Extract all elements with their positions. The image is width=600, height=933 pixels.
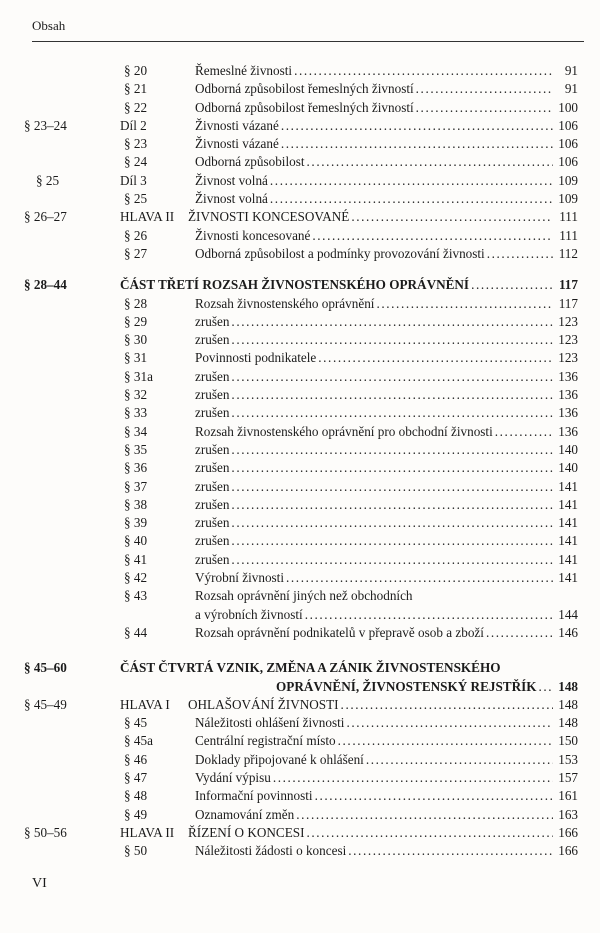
toc-entry-title-line	[195, 117, 553, 135]
toc-section-row[interactable]	[0, 678, 600, 696]
toc-entry-title: Odborná způsobilost řemeslných živností	[195, 99, 414, 115]
toc-entry-title-line	[195, 423, 553, 441]
toc-entry-title: Řemeslné živnosti	[195, 63, 293, 78]
toc-page-number: 141	[558, 551, 578, 567]
toc-row[interactable]	[0, 404, 600, 422]
toc-paragraph-number: § 40	[124, 533, 148, 549]
toc-entry-title: zrušen	[195, 405, 230, 421]
toc-entry-title: Živnosti koncesované	[195, 227, 311, 243]
toc-entry-title: OHLAŠOVÁNÍ ŽIVNOSTI	[188, 696, 339, 712]
toc-dot-leader	[229, 331, 553, 349]
toc-paragraph-range: § 45–60	[24, 660, 67, 676]
toc-row[interactable]	[0, 751, 600, 769]
toc-paragraph-number: § 45	[124, 715, 148, 731]
toc-dot-leader	[268, 172, 553, 190]
toc-entry-title-line	[195, 153, 553, 171]
toc-page-number: 106	[558, 154, 578, 170]
toc-dot-leader	[469, 276, 553, 294]
toc-page-number: 148	[558, 678, 578, 694]
toc-entry-title: Živnost volná	[195, 172, 268, 188]
toc-paragraph-number: § 45a	[124, 733, 153, 749]
toc-dot-leader	[229, 496, 553, 514]
toc-entry-title: Živnosti vázané	[195, 136, 279, 152]
toc-paragraph-number: § 27	[124, 245, 148, 261]
toc-entry-title-line	[195, 62, 553, 80]
toc-entry-title: ŘÍZENÍ O KONCESI	[188, 824, 305, 840]
toc-division-label: HLAVA II	[120, 824, 175, 840]
toc-page-number: 111	[559, 227, 578, 243]
toc-entry-title: zrušen	[195, 515, 230, 531]
toc-page-number: 148	[558, 696, 578, 712]
toc-dot-leader	[284, 569, 553, 587]
toc-paragraph-number: § 39	[124, 515, 148, 531]
table-of-contents	[0, 62, 600, 860]
toc-dot-leader	[303, 606, 553, 624]
toc-page-number: 140	[558, 441, 578, 457]
toc-entry-title-line	[195, 714, 553, 732]
toc-entry-title-line	[195, 496, 553, 514]
toc-entry-title-line	[195, 624, 553, 642]
toc-entry-title-line	[195, 514, 553, 532]
toc-row[interactable]	[0, 135, 600, 153]
toc-entry-title: zrušen	[195, 460, 230, 476]
toc-page-number: 123	[558, 350, 578, 366]
toc-entry-title: zrušen	[195, 332, 230, 348]
toc-page-number: 141	[558, 496, 578, 512]
toc-page-number: 144	[558, 606, 578, 622]
toc-entry-title-line	[195, 190, 553, 208]
toc-entry-title: zrušen	[195, 551, 230, 567]
toc-entry-title-line	[120, 659, 553, 677]
toc-entry-title-line	[188, 824, 553, 842]
toc-entry-title: Rozsah oprávnění podnikatelů v přepravě osob a zboží	[195, 624, 484, 640]
toc-entry-title: Povinnosti podnikatele	[195, 350, 317, 366]
toc-entry-title: zrušen	[195, 313, 230, 329]
toc-entry-title: Rozsah živnostenského oprávnění pro obchodní živnosti	[195, 423, 493, 439]
toc-entry-title-line	[188, 696, 553, 714]
toc-row[interactable]	[0, 624, 600, 642]
toc-paragraph-range: § 26–27	[24, 209, 67, 225]
toc-dot-leader	[294, 806, 553, 824]
toc-entry-title-line	[195, 459, 553, 477]
toc-entry-title-line	[195, 368, 553, 386]
toc-page-number: 146	[558, 624, 578, 640]
toc-row[interactable]	[0, 606, 600, 624]
toc-entry-title-line	[195, 80, 553, 98]
toc-dot-leader	[310, 227, 553, 245]
toc-dot-leader	[414, 99, 553, 117]
toc-row[interactable]	[0, 806, 600, 824]
toc-paragraph-number: § 50	[124, 843, 148, 859]
toc-entry-title-line	[188, 208, 553, 226]
toc-page-number: 136	[558, 387, 578, 403]
toc-dot-leader	[229, 386, 553, 404]
toc-page-number: 166	[558, 843, 578, 859]
toc-dot-leader	[229, 532, 553, 550]
toc-paragraph-range: § 25	[36, 172, 60, 188]
toc-entry-title-line	[195, 806, 553, 824]
toc-paragraph-number: § 31a	[124, 368, 153, 384]
toc-entry-title: zrušen	[195, 368, 230, 384]
toc-division-label: Díl 2	[120, 117, 147, 133]
toc-entry-title: Informační povinnosti	[195, 788, 313, 804]
toc-dot-leader	[229, 404, 553, 422]
toc-entry-title-line	[195, 349, 553, 367]
toc-row[interactable]	[0, 787, 600, 805]
toc-row[interactable]	[0, 459, 600, 477]
toc-entry-title: Oznamování změn	[195, 806, 295, 822]
toc-paragraph-number: § 20	[124, 63, 148, 78]
toc-page-number: 141	[558, 533, 578, 549]
toc-row[interactable]	[0, 569, 600, 587]
toc-page-number: 106	[558, 136, 578, 152]
toc-entry-title-line	[195, 769, 553, 787]
toc-dot-leader	[229, 514, 553, 532]
toc-row[interactable]	[0, 842, 600, 860]
toc-dot-leader	[349, 208, 553, 226]
toc-row[interactable]	[0, 80, 600, 98]
toc-dot-leader	[344, 714, 553, 732]
toc-paragraph-number: § 23	[124, 136, 148, 152]
toc-paragraph-range: § 23–24	[24, 117, 67, 133]
toc-entry-title-line	[195, 313, 553, 331]
toc-page-number: 123	[558, 332, 578, 348]
toc-paragraph-number: § 31	[124, 350, 148, 366]
toc-paragraph-number: § 29	[124, 313, 148, 329]
toc-entry-title: ČÁST ČTVRTÁ VZNIK, ZMĚNA A ZÁNIK ŽIVNOSTENSKÉHO	[120, 660, 501, 676]
toc-paragraph-number: § 24	[124, 154, 148, 170]
toc-dot-leader	[374, 295, 553, 313]
toc-page-number: 91	[564, 63, 578, 78]
toc-entry-title-line	[195, 606, 553, 624]
toc-dot-leader	[229, 313, 553, 331]
toc-entry-title-line	[195, 751, 553, 769]
toc-page-number: 140	[558, 460, 578, 476]
toc-section-row[interactable]	[0, 276, 600, 294]
toc-row[interactable]	[0, 153, 600, 171]
toc-entry-title: ČÁST TŘETÍ ROZSAH ŽIVNOSTENSKÉHO OPRÁVNĚNÍ	[120, 277, 470, 293]
toc-dot-leader	[313, 787, 553, 805]
toc-dot-leader	[346, 842, 553, 860]
toc-paragraph-number: § 42	[124, 570, 148, 586]
toc-page-number: 161	[558, 788, 578, 804]
toc-row[interactable]	[0, 117, 600, 135]
toc-dot-leader	[271, 769, 553, 787]
toc-row[interactable]	[0, 313, 600, 331]
toc-entry-title: zrušen	[195, 496, 230, 512]
toc-paragraph-number: § 30	[124, 332, 148, 348]
toc-row[interactable]	[0, 208, 600, 226]
toc-division-label: HLAVA II	[120, 209, 175, 225]
toc-row[interactable]	[0, 496, 600, 514]
toc-page-number: 106	[558, 117, 578, 133]
toc-entry-title: zrušen	[195, 478, 230, 494]
toc-dot-leader	[229, 478, 553, 496]
toc-entry-title: Rozsah oprávnění jiných než obchodních	[195, 588, 413, 604]
toc-entry-title-line	[195, 732, 553, 750]
toc-page-number: 109	[558, 172, 578, 188]
toc-division-label: HLAVA I	[120, 696, 170, 712]
toc-row[interactable]	[0, 368, 600, 386]
toc-entry-title: Vydání výpisu	[195, 769, 271, 785]
toc-row[interactable]	[0, 295, 600, 313]
toc-row[interactable]	[0, 551, 600, 569]
toc-paragraph-range: § 45–49	[24, 696, 67, 712]
toc-entry-title: Živnosti vázané	[195, 117, 279, 133]
toc-paragraph-number: § 36	[124, 460, 148, 476]
toc-page-number: 150	[558, 733, 578, 749]
toc-page-number: 166	[558, 824, 578, 840]
toc-dot-leader	[292, 62, 553, 80]
toc-paragraph-number: § 21	[124, 81, 148, 97]
toc-entry-title: zrušen	[195, 387, 230, 403]
toc-entry-title: ŽIVNOSTI KONCESOVANÉ	[188, 209, 350, 225]
section-gap	[0, 263, 600, 276]
toc-entry-title-line	[195, 787, 553, 805]
toc-dot-leader	[229, 459, 553, 477]
header-rule	[32, 41, 584, 42]
toc-entry-title: Živnost volná	[195, 191, 268, 207]
toc-entry-title: zrušen	[195, 441, 230, 457]
toc-page-number: 123	[558, 313, 578, 329]
toc-entry-title: Náležitosti žádosti o koncesi	[195, 843, 347, 859]
toc-paragraph-number: § 41	[124, 551, 148, 567]
toc-row[interactable]	[0, 514, 600, 532]
toc-paragraph-number: § 44	[124, 624, 148, 640]
toc-row[interactable]	[0, 478, 600, 496]
toc-paragraph-number: § 46	[124, 751, 148, 767]
toc-entry-title-line	[195, 551, 553, 569]
toc-entry-title-line	[276, 678, 553, 696]
toc-row[interactable]	[0, 190, 600, 208]
toc-row[interactable]	[0, 349, 600, 367]
toc-page-number: 136	[558, 368, 578, 384]
toc-paragraph-range: § 28–44	[24, 277, 67, 293]
toc-row[interactable]	[0, 696, 600, 714]
toc-entry-title: Náležitosti ohlášení živnosti	[195, 715, 345, 731]
toc-entry-title-line	[195, 227, 553, 245]
section-gap	[0, 642, 600, 659]
toc-paragraph-number: § 37	[124, 478, 148, 494]
toc-row[interactable]	[0, 714, 600, 732]
toc-row[interactable]	[0, 99, 600, 117]
toc-page-number: 141	[558, 478, 578, 494]
toc-dot-leader	[229, 368, 553, 386]
toc-page-number: 136	[558, 423, 578, 439]
toc-paragraph-number: § 38	[124, 496, 148, 512]
toc-entry-title-line	[195, 569, 553, 587]
running-header: Obsah	[32, 18, 66, 33]
toc-page-number: 91	[564, 81, 578, 97]
toc-entry-title: Doklady připojované k ohlášení	[195, 751, 364, 767]
toc-entry-title-line	[195, 99, 553, 117]
toc-dot-leader	[279, 117, 553, 135]
toc-page-number: 109	[558, 191, 578, 207]
toc-page-number: 111	[559, 209, 578, 225]
toc-row[interactable]	[0, 769, 600, 787]
toc-dot-leader	[304, 824, 553, 842]
toc-dot-leader	[364, 751, 553, 769]
toc-paragraph-number: § 47	[124, 769, 148, 785]
toc-row[interactable]	[0, 386, 600, 404]
toc-dot-leader	[305, 153, 553, 171]
toc-entry-title-line	[195, 532, 553, 550]
toc-row[interactable]	[0, 331, 600, 349]
toc-entry-title-line	[195, 172, 553, 190]
toc-dot-leader	[268, 190, 553, 208]
toc-entry-title-line	[195, 295, 553, 313]
toc-dot-leader	[229, 551, 553, 569]
toc-division-label: Díl 3	[120, 172, 147, 188]
toc-page-number: 163	[558, 806, 578, 822]
toc-paragraph-number: § 26	[124, 227, 148, 243]
toc-row[interactable]	[0, 732, 600, 750]
toc-row[interactable]	[0, 62, 600, 80]
toc-row[interactable]	[0, 587, 600, 605]
toc-entry-title: Odborná způsobilost	[195, 154, 305, 170]
toc-entry-title: Odborná způsobilost řemeslných živností	[195, 81, 414, 97]
toc-paragraph-number: § 33	[124, 405, 148, 421]
toc-paragraph-number: § 48	[124, 788, 148, 804]
toc-entry-title-line	[195, 331, 553, 349]
toc-page-number: 100	[558, 99, 578, 115]
toc-dot-leader	[484, 624, 553, 642]
toc-paragraph-number: § 25	[124, 191, 148, 207]
toc-paragraph-number: § 32	[124, 387, 148, 403]
toc-entry-title: Centrální registrační místo	[195, 733, 336, 749]
toc-row[interactable]	[0, 824, 600, 842]
toc-row[interactable]	[0, 532, 600, 550]
toc-dot-leader	[493, 423, 553, 441]
toc-section-row[interactable]	[0, 659, 600, 677]
toc-dot-leader	[339, 696, 553, 714]
toc-paragraph-number: § 43	[124, 588, 148, 604]
toc-dot-leader	[485, 245, 553, 263]
toc-row[interactable]	[0, 423, 600, 441]
toc-dot-leader	[229, 441, 553, 459]
toc-page-number: 153	[558, 751, 578, 767]
toc-entry-title: a výrobních živností	[195, 606, 303, 622]
toc-paragraph-number: § 49	[124, 806, 148, 822]
toc-row[interactable]	[0, 172, 600, 190]
toc-paragraph-range: § 50–56	[24, 824, 67, 840]
toc-paragraph-number: § 28	[124, 295, 148, 311]
toc-entry-title: zrušen	[195, 533, 230, 549]
toc-entry-title: OPRÁVNĚNÍ, ŽIVNOSTENSKÝ REJSTŘÍK	[276, 678, 537, 694]
toc-entry-title-line	[195, 842, 553, 860]
toc-entry-title-line	[195, 587, 553, 605]
toc-page-number: 112	[558, 245, 578, 261]
toc-dot-leader	[537, 678, 553, 696]
toc-entry-title-line	[195, 404, 553, 422]
toc-row[interactable]	[0, 245, 600, 263]
toc-row[interactable]	[0, 227, 600, 245]
toc-dot-leader	[414, 80, 553, 98]
toc-paragraph-number: § 35	[124, 441, 148, 457]
toc-entry-title-line	[195, 386, 553, 404]
toc-dot-leader	[336, 732, 553, 750]
toc-entry-title: Rozsah živnostenského oprávnění	[195, 295, 375, 311]
toc-page-number: 117	[558, 295, 578, 311]
toc-row[interactable]	[0, 441, 600, 459]
toc-page-number: 136	[558, 405, 578, 421]
toc-entry-title-line	[195, 478, 553, 496]
toc-paragraph-number: § 34	[124, 423, 148, 439]
toc-entry-title-line	[195, 245, 553, 263]
toc-entry-title-line	[120, 276, 553, 294]
page-number: VI	[32, 876, 47, 891]
toc-page-number: 148	[558, 715, 578, 731]
toc-page-number: 141	[558, 570, 578, 586]
toc-page-number: 157	[558, 769, 578, 785]
toc-entry-title-line	[195, 135, 553, 153]
toc-dot-leader	[279, 135, 553, 153]
toc-entry-title: Odborná způsobilost a podmínky provozování živnosti	[195, 245, 485, 261]
toc-entry-title: Výrobní živnosti	[195, 570, 285, 586]
toc-paragraph-number: § 22	[124, 99, 148, 115]
toc-dot-leader	[316, 349, 553, 367]
toc-page-number: 117	[558, 277, 578, 293]
toc-page-number: 141	[558, 515, 578, 531]
toc-entry-title-line	[195, 441, 553, 459]
